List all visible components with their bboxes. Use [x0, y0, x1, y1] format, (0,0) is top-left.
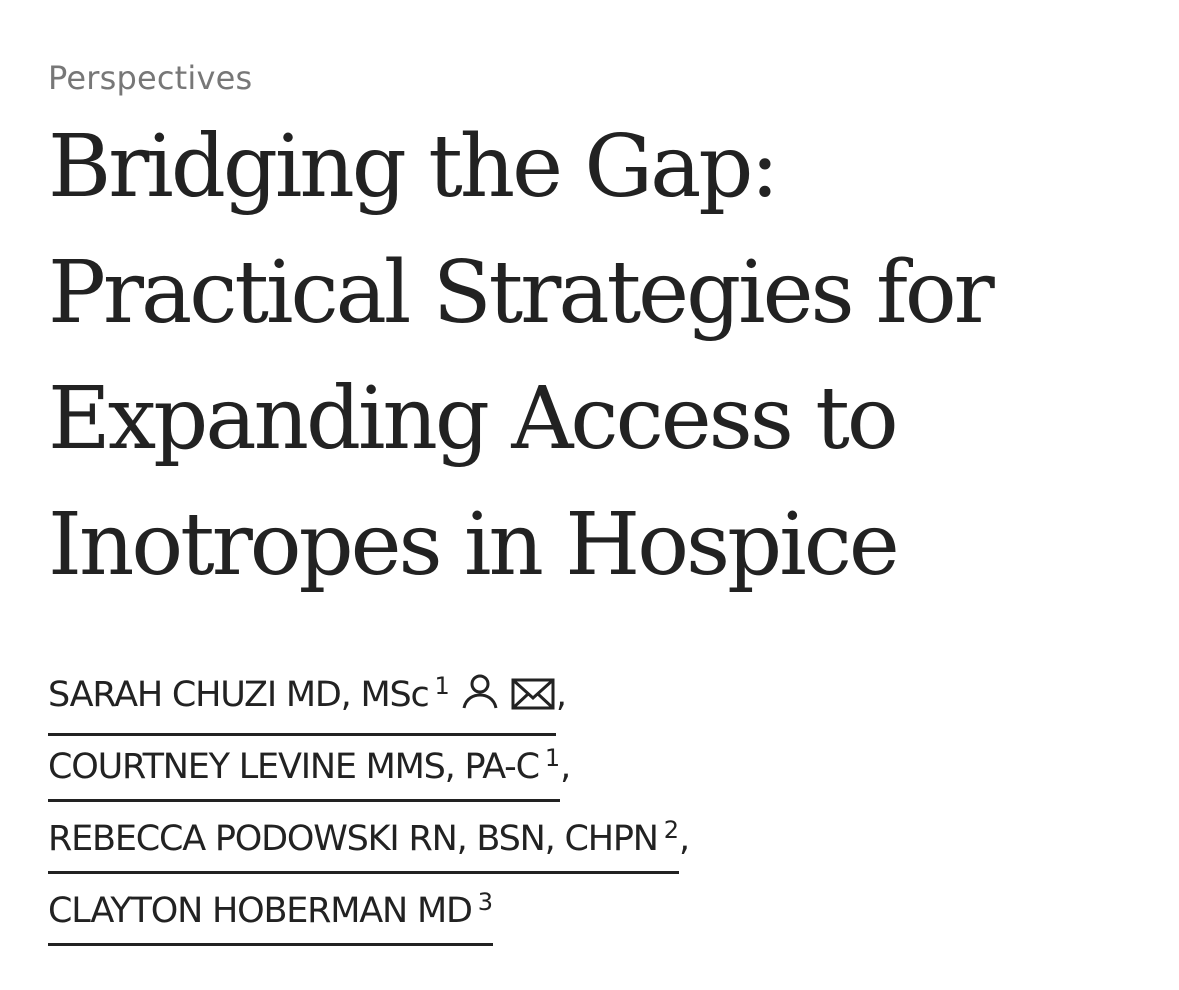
article-type-label: Perspectives	[48, 59, 253, 97]
author-row	[48, 656, 1179, 728]
author-link-courtney-levine[interactable]	[48, 728, 560, 802]
author-name: CLAYTON HOBERMAN MD	[48, 891, 472, 931]
title-line: Practical Strategies for	[48, 243, 992, 343]
title-line: Inotropes in Hospice	[48, 495, 897, 595]
author-separator: ,	[679, 819, 691, 859]
affiliation-marker: 2	[663, 816, 680, 844]
author-name: COURTNEY LEVINE MMS, PA-C	[48, 747, 539, 787]
author-row	[48, 800, 1179, 872]
author-row	[48, 872, 1179, 944]
affiliation-marker: 1	[434, 672, 450, 700]
author-row	[48, 728, 1179, 800]
author-separator: ,	[555, 675, 567, 715]
person-icon	[460, 671, 500, 731]
author-list	[48, 656, 1179, 944]
author-separator: ,	[560, 747, 572, 787]
author-name: REBECCA PODOWSKI RN, BSN, CHPN	[48, 819, 658, 859]
envelope-icon[interactable]	[510, 671, 556, 731]
author-link-rebecca-podowski[interactable]	[48, 800, 679, 874]
affiliation-marker: 3	[477, 888, 493, 916]
author-link-clayton-hoberman[interactable]	[48, 872, 493, 946]
title-line: Bridging the Gap:	[48, 117, 777, 217]
title-line: Expanding Access to	[48, 369, 896, 469]
author-link-sarah-chuzi[interactable]	[48, 656, 556, 736]
article-title	[48, 104, 1148, 608]
author-name: SARAH CHUZI MD, MSc	[48, 675, 429, 715]
affiliation-marker: 1	[544, 744, 561, 772]
